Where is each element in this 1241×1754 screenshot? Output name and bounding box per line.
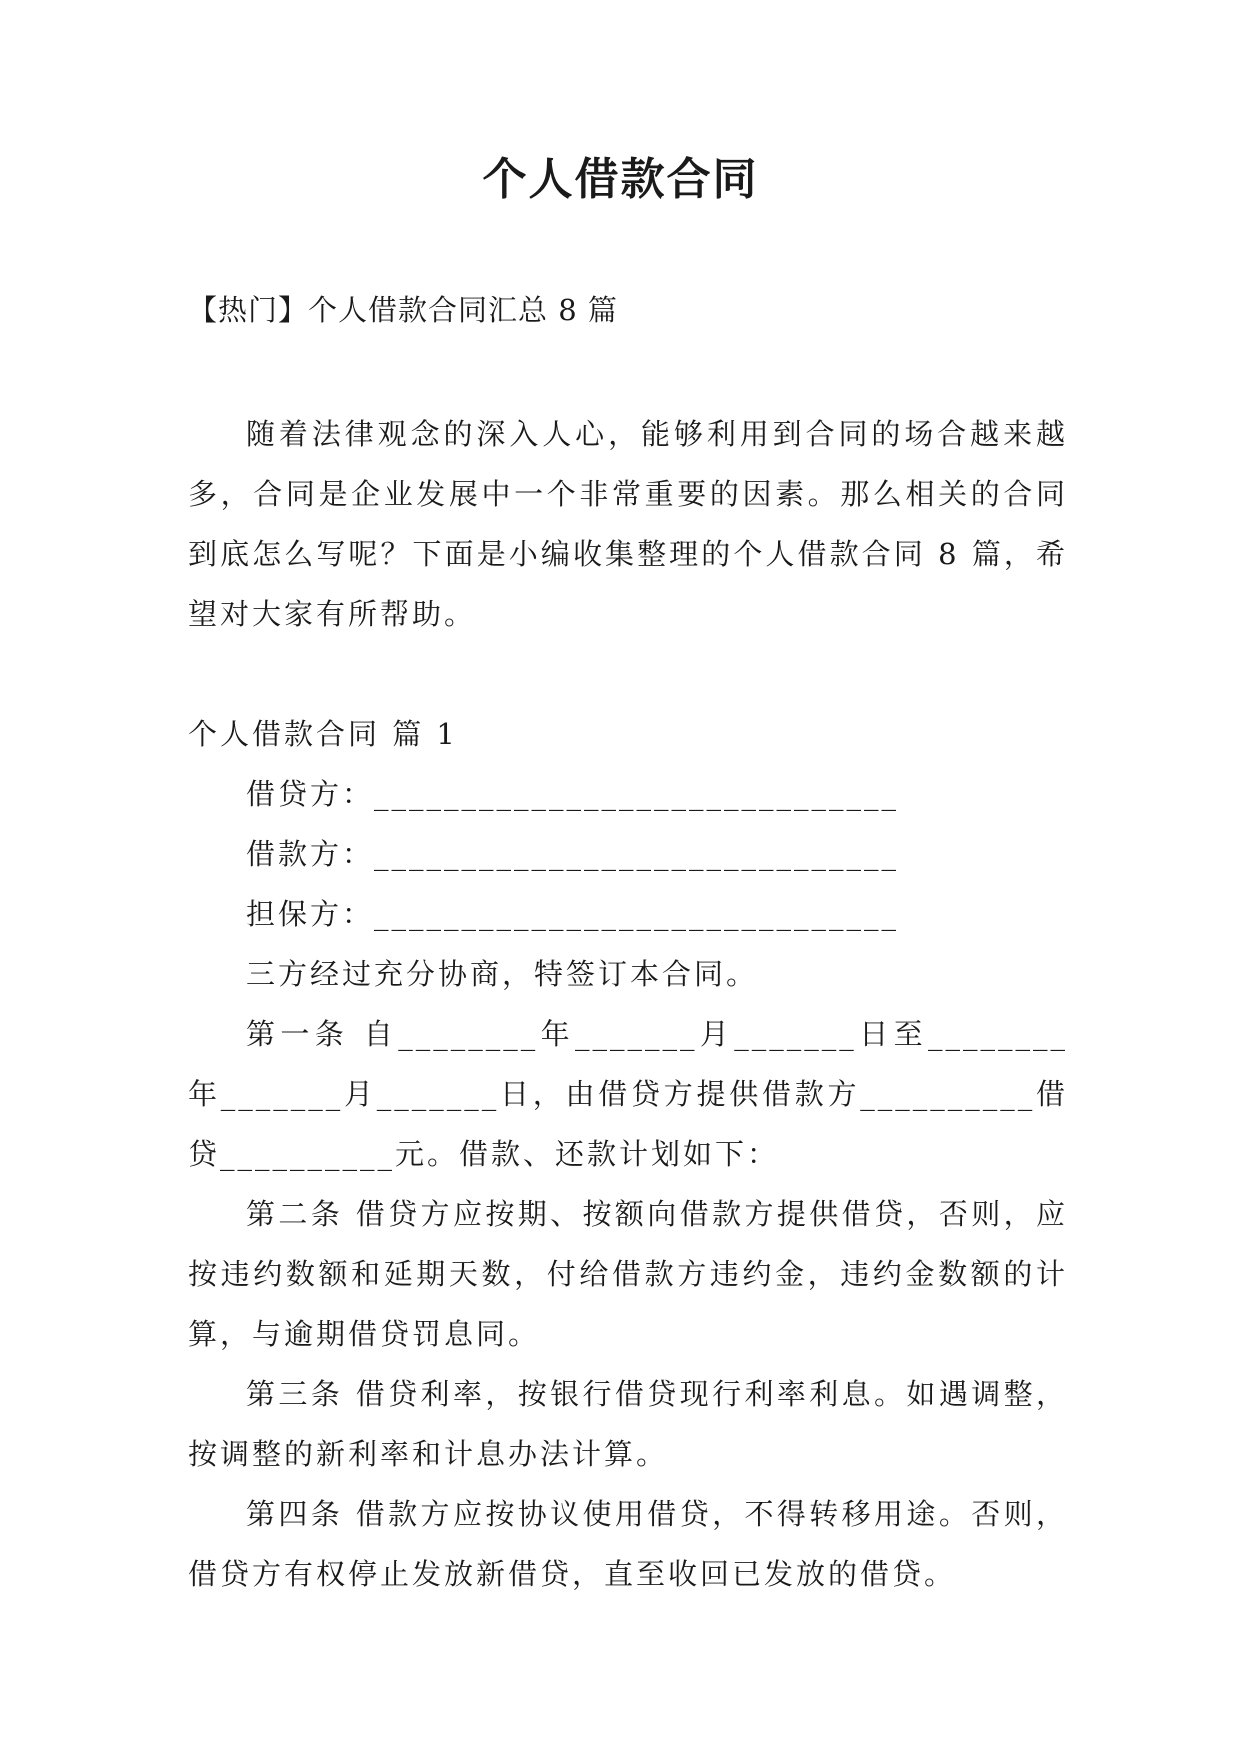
- paragraph-gap: [188, 644, 1068, 704]
- document-title: 个人借款合同: [482, 154, 759, 205]
- article-4: 第四条 借款方应按协议使用借贷，不得转移用途。否则，借贷方有权停止发放新借贷，直至收回已发放的借贷。: [188, 1497, 1068, 1591]
- section-heading: 个人借款合同 篇 1: [188, 717, 458, 751]
- lender-field: 借贷方：______________________________: [246, 777, 900, 811]
- article-2: 第二条 借贷方应按期、按额向借款方提供借贷，否则，应按违约数额和延期天数，付给借款方违约金，违约金数额的计算，与逾期借贷罚息同。: [188, 1197, 1068, 1351]
- article-1: 第一条 自________年_______月_______日至________年_______月_______日，由借贷方提供借款方__________借贷__________元。借款、还款计划如下：: [188, 1017, 1068, 1171]
- borrower-field: 借款方：______________________________: [246, 837, 900, 871]
- document-subtitle: 【热门】个人借款合同汇总 8 篇: [188, 293, 618, 327]
- document-body: [188, 404, 1068, 1604]
- article-3: 第三条 借贷利率，按银行借贷现行利率利息。如遇调整，按调整的新利率和计息办法计算。: [188, 1377, 1068, 1471]
- guarantor-field: 担保方：______________________________: [246, 897, 900, 931]
- intro-paragraph: 随着法律观念的深入人心，能够利用到合同的场合越来越多，合同是企业发展中一个非常重要的因素。那么相关的合同到底怎么写呢？下面是小编收集整理的个人借款合同 8 篇，希望对大家有所帮助。: [188, 417, 1068, 631]
- agreement-statement: 三方经过充分协商，特签订本合同。: [246, 957, 759, 991]
